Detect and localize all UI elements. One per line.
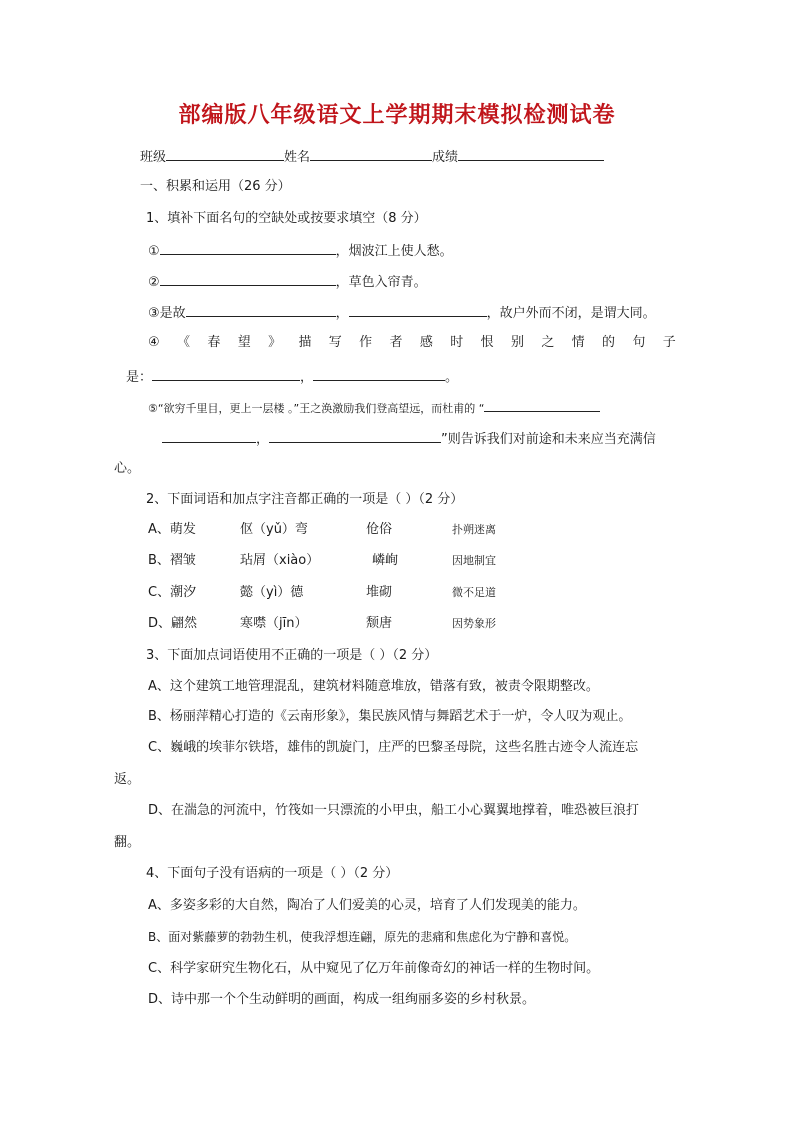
class-blank[interactable] [166, 146, 284, 161]
exam-title: 部编版八年级语文上学期期末模拟检测试卷 [178, 102, 616, 128]
fill-blank[interactable] [162, 428, 256, 443]
question-2-prompt: 2、下面词语和加点字注音都正确的一项是（ ）（2 分） [146, 492, 464, 507]
item-char: 恨 [480, 335, 494, 350]
option-word: 懿（yì）德 [240, 585, 304, 600]
option-word: 颓唐 [366, 616, 393, 631]
fill-blank[interactable] [349, 302, 487, 317]
option-word: 伛（yǔ）弯 [240, 522, 308, 537]
q4-option-b[interactable]: B、面对紫藤萝的勃勃生机，使我浮想连翩，原先的悲痛和焦虑化为宁静和喜悦。 [148, 930, 577, 944]
item-char: ④ [148, 335, 160, 350]
q1-item-3 [148, 302, 656, 323]
q4-option-c[interactable]: C、科学家研究生物化石，从中窥见了亿万年前像奇幻的神话一样的生物时间。 [148, 961, 600, 976]
option-word: A、萌发 [148, 522, 196, 537]
q1-item-2 [148, 271, 427, 292]
q3-option-d-cont: 翻。 [114, 835, 141, 850]
option-word: 因地制宜 [452, 554, 496, 567]
name-label: 姓名 [284, 150, 311, 165]
option-word: C、潮汐 [148, 585, 197, 600]
option-word: 嶙峋 [372, 553, 399, 568]
item-char: 春 [207, 335, 221, 350]
item-text: 。 [445, 370, 459, 385]
fill-blank[interactable] [160, 271, 336, 286]
option-word: 堆砌 [366, 585, 393, 600]
item-number: ① [148, 244, 160, 259]
item-text: ，烟波江上使人愁。 [335, 244, 453, 259]
item-char: 情 [571, 335, 585, 350]
item-char: 者 [389, 335, 403, 350]
item-char: 句 [632, 335, 646, 350]
q3-option-c[interactable]: C、巍峨的埃菲尔铁塔，雄伟的凯旋门，庄严的巴黎圣母院，这些名胜古迹令人流连忘 [148, 740, 639, 755]
student-info-row [140, 146, 604, 167]
option-word: D、翩然 [148, 616, 198, 631]
item-text: ， [256, 432, 270, 447]
item-text: ⑤“欲穷千里目，更上一层楼 。”王之涣激励我们登高望远，而杜甫的 “ [148, 402, 485, 415]
fill-blank[interactable] [186, 302, 336, 317]
q1-item-1 [148, 240, 453, 261]
item-char: 望 [237, 335, 251, 350]
q3-option-c-cont: 返。 [114, 772, 141, 787]
fill-blank[interactable] [269, 428, 441, 443]
item-char: 《 [177, 335, 191, 350]
fill-blank[interactable] [313, 366, 445, 381]
option-word: 微不足道 [452, 586, 496, 599]
item-number: ② [148, 275, 160, 290]
q1-item-5-line3: 心。 [114, 461, 141, 476]
item-text: ，草色入帘青。 [335, 275, 427, 290]
item-char: 之 [541, 335, 555, 350]
name-blank[interactable] [310, 146, 432, 161]
q1-item-5-line2 [162, 428, 656, 449]
question-1-prompt: 1、填补下面名句的空缺处或按要求填空（8 分） [146, 211, 427, 226]
item-text: 是： [126, 370, 153, 385]
q4-option-d[interactable]: D、诗中那一个个生动鲜明的画面，构成一组绚丽多姿的乡村秋景。 [148, 992, 536, 1007]
option-word: 玷屑（xiào） [240, 553, 320, 568]
class-label: 班级 [140, 150, 167, 165]
q3-option-a[interactable]: A、这个建筑工地管理混乱，建筑材料随意堆放，错落有致，被责令限期整改。 [148, 679, 599, 694]
item-char: 时 [450, 335, 464, 350]
item-char: 作 [359, 335, 373, 350]
q3-option-b[interactable]: B、杨丽萍精心打造的《云南形象》，集民族风情与舞蹈艺术于一炉，令人叹为观止。 [148, 709, 632, 724]
q3-option-d[interactable]: D、在湍急的河流中，竹筏如一只漂流的小甲虫，船工小心翼翼地撑着，唯恐被巨浪打 [148, 803, 640, 818]
option-word: 扑朔迷离 [452, 523, 496, 536]
q4-option-a[interactable]: A、多姿多彩的大自然，陶冶了人们爱美的心灵，培育了人们发现美的能力。 [148, 898, 586, 913]
item-char: 写 [328, 335, 342, 350]
item-text: ， [300, 370, 314, 385]
score-label: 成绩 [432, 150, 459, 165]
option-word: B、褶皱 [148, 553, 196, 568]
score-blank[interactable] [458, 146, 604, 161]
item-char: 感 [419, 335, 433, 350]
item-text: ”则告诉我们对前途和未来应当充满信 [441, 432, 656, 447]
option-word: 寒噤（jīn） [240, 616, 308, 631]
question-4-prompt: 4、下面句子没有语病的一项是（ ）（2 分） [146, 866, 399, 881]
item-char: 描 [298, 335, 312, 350]
item-text: ，故户外而不闭，是谓大同。 [486, 306, 656, 321]
fill-blank[interactable] [160, 240, 336, 255]
item-char: 》 [268, 335, 282, 350]
item-char: 别 [510, 335, 524, 350]
question-3-prompt: 3、下面加点词语使用不正确的一项是（ ）（2 分） [146, 648, 438, 663]
item-text: ， [335, 306, 349, 321]
option-word: 伧俗 [366, 522, 393, 537]
item-char: 子 [662, 335, 676, 350]
q1-item-4-line1 [148, 334, 676, 352]
fill-blank[interactable] [484, 397, 600, 412]
q1-item-4-line2 [126, 366, 458, 387]
fill-blank[interactable] [152, 366, 300, 381]
item-char: 的 [602, 335, 616, 350]
section-heading: 一、积累和运用（26 分） [140, 179, 291, 194]
item-number: ③是故 [148, 306, 186, 321]
option-word: 因势象形 [452, 617, 496, 630]
q1-item-5-line1 [148, 397, 600, 418]
